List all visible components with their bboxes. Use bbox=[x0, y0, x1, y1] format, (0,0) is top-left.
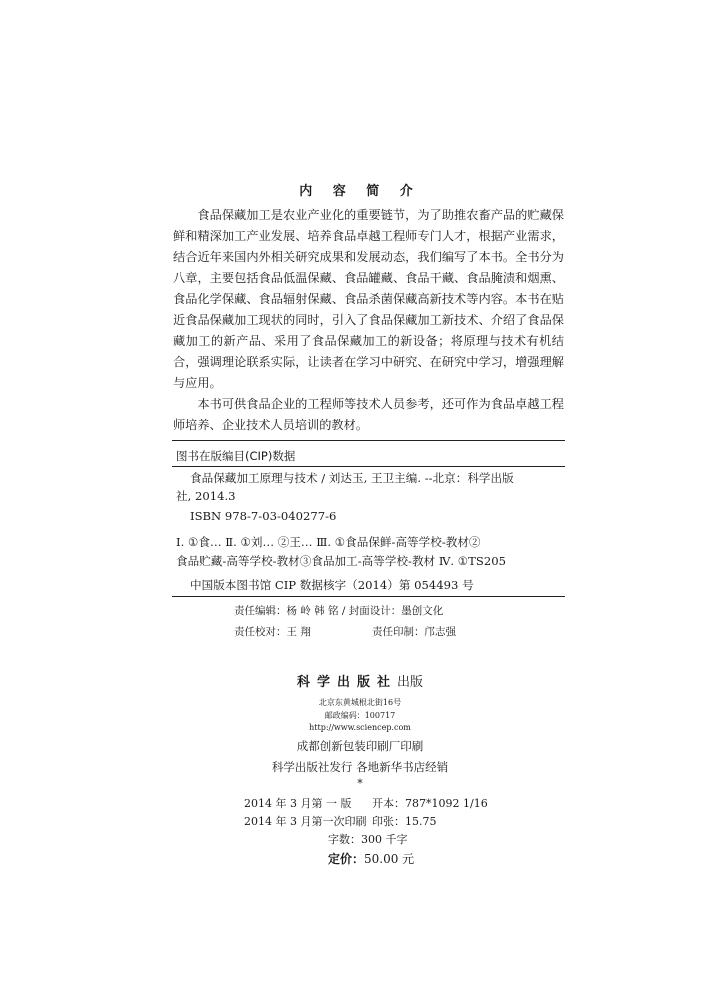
cip-title-line-1: 食品保藏加工原理与技术 / 刘达玉, 王卫主编. --北京：科学出版 bbox=[190, 471, 514, 485]
summary-paragraph-1: 食品保藏加工是农业产业化的重要链节，为了助推农畜产品的贮藏保鲜和精深加工产业发展、培养食品卓越工程师专门人才，根据产业需求，结合近年来国内外相关研究成果和发展动态，我们编写了本书。全书分为八章，主要包括食品低温保藏、食品罐藏、食品干藏、食品腌渍和烟熏、食品化学保藏、食品辐射保藏、食品杀菌保藏高新技术等内容。本书在贴近食品保藏加工现状的同时，引入了食品保藏加工新技术、介绍了食品保藏加工的新产品、采用了食品保藏加工的新设备；将原理与技术有机结合，强调理论联系实际，让读者在学习中研究、在研究中学习，增强理解与应用。 bbox=[173, 208, 564, 390]
price-value: 50.00 元 bbox=[364, 852, 415, 866]
credit-proofreader: 责任校对：王 翔 bbox=[234, 626, 311, 638]
cip-number: 中国版本图书馆 CIP 数据核字（2014）第 054493 号 bbox=[190, 578, 474, 592]
cip-isbn: ISBN 978-7-03-040277-6 bbox=[190, 509, 337, 523]
price-label: 定价： bbox=[328, 852, 365, 866]
publisher-line bbox=[0, 671, 720, 690]
publisher-address: 北京东黄城根北街16号 bbox=[318, 698, 402, 707]
summary-body bbox=[173, 205, 564, 436]
publisher-postcode: 邮政编码：100717 bbox=[324, 711, 396, 720]
cip-classification-line-2: 食品贮藏-高等学校-教材③食品加工-高等学校-教材 Ⅳ. ①TS205 bbox=[176, 554, 506, 568]
cip-classification-line-1: Ⅰ. ①食… Ⅱ. ①刘… ②王… Ⅲ. ①食品保鲜-高等学校-教材② bbox=[176, 535, 481, 549]
cip-heading-rule bbox=[172, 466, 565, 467]
publisher-website: http://www.sciencep.com bbox=[309, 723, 411, 732]
separator-star: * bbox=[357, 777, 363, 790]
summary-paragraph-2: 本书可供食品企业的工程师等技术人员参考，还可作为食品卓越工程师培养、企业技术人员培训的教材。 bbox=[173, 397, 564, 432]
summary-title: 内 容 简 介 bbox=[299, 184, 421, 199]
credit-printing-supervisor: 责任印制：邝志强 bbox=[372, 626, 456, 638]
credit-editor: 责任编辑：杨 岭 韩 铭 / 封面设计：墨创文化 bbox=[234, 605, 444, 617]
publisher-name-seal: 科学出版社 bbox=[296, 675, 397, 690]
word-count: 字数：300 千字 bbox=[328, 833, 408, 846]
cip-heading: 图书在版编目(CIP)数据 bbox=[176, 449, 296, 463]
edition-date: 2014 年 3 月第 一 版 bbox=[244, 797, 352, 810]
cip-title-line-2: 社, 2014.3 bbox=[176, 489, 236, 503]
printer-line: 成都创新包装印刷厂印刷 bbox=[296, 739, 424, 753]
print-date: 2014 年 3 月第一次印刷 bbox=[244, 815, 367, 828]
print-sheets: 印张：15.75 bbox=[372, 815, 437, 828]
distribution-line: 科学出版社发行 各地新华书店经销 bbox=[271, 760, 449, 774]
book-format: 开本：787*1092 1/16 bbox=[372, 797, 488, 810]
cip-bottom-rule bbox=[172, 596, 565, 597]
price bbox=[328, 850, 414, 867]
publisher-name-suffix: 出版 bbox=[397, 675, 424, 690]
cip-top-rule bbox=[172, 440, 565, 441]
